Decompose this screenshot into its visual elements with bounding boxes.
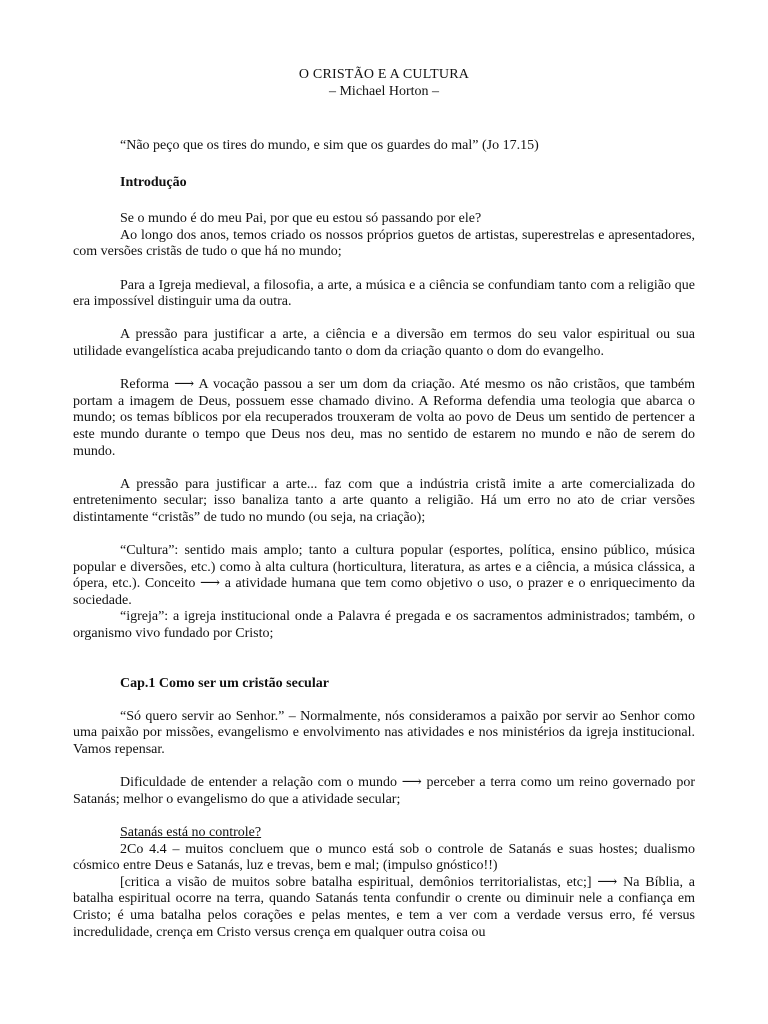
intro-paragraph-4: A pressão para justificar a arte, a ciência e a diversão em termos do seu valor espiritual ou sua utilidade evangelística acaba prejudicando tanto o dom da criação quanto o dom do evangelho. [73, 327, 695, 359]
intro-paragraph-2: Ao longo dos anos, temos criado os nossos próprios guetos de artistas, superestrelas e apresentadores, com versões cristãs de tudo o que há no mundo; [73, 227, 695, 260]
subheading-satan-control [73, 825, 695, 842]
chapter1-paragraph-1: “Só quero servir ao Senhor.” – Normalmente, nós consideramos a paixão por servir ao Senhor como uma paixão por missões, evangelismo e envolvimento nas atividades e nos ministérios da igreja institucional. Vamos repensar. [73, 708, 695, 757]
epigraph: “Não peço que os tires do mundo, e sim que os guardes do mal” (Jo 17.15) [120, 138, 539, 153]
chapter1-paragraph-4: [critica a visão de muitos sobre batalha espiritual, demônios territorialistas, etc;] ⟶ Na Bíblia, a batalha espiritual ocorre na terra, quando Satanás tenta confundir o crente ou diminuir nele a confiança em Cristo; é uma batalha pelos corações e pelas mentes, e tem a ver com a verdade versus erro, fé versus incredulidade, crença em Cristo versus crença em qualquer outra coisa ou [73, 874, 695, 940]
chapter1-paragraph-3: 2Co 4.4 – muitos concluem que o munco está sob o controle de Satanás e suas hostes; dualismo cósmico entre Deus e Satanás, luz e trevas, bem e mal; (impulso gnóstico!!) [73, 841, 695, 874]
document-title: O CRISTÃO E A CULTURA [298, 67, 470, 82]
intro-paragraph-5: Reforma ⟶ A vocação passou a ser um dom da criação. Até mesmo os não cristãos, que também portam a imagem de Deus, possuem esse chamado divino. A Reforma defendia uma teologia que abarca o mundo; os temas bíblicos por ela recuperados trouxeram de volta ao povo de Deus um sentido de pertencer a este mundo durante o tempo que Deus nos deu, mas no sentido de estarem no mundo e não de serem do mundo. [73, 377, 695, 459]
document-author: – Michael Horton – [328, 84, 440, 99]
intro-paragraph-6: A pressão para justificar a arte... faz com que a indústria cristã imite a arte comercializada do entretenimento secular; isso banaliza tanto a arte quanto a religião. Há um erro no ato de criar versões distintamente “cristãs” de tudo no mundo (ou seja, na criação); [73, 476, 695, 525]
intro-paragraph-8: “igreja”: a igreja institucional onde a Palavra é pregada e os sacramentos administrados; também, o organismo vivo fundado por Cristo; [73, 609, 695, 642]
subheading-text: Satanás está no controle? [120, 824, 262, 840]
chapter1-paragraph-2: Dificuldade de entender a relação com o mundo ⟶ perceber a terra como um reino governado por Satanás; melhor o evangelismo do que a atividade secular; [73, 775, 695, 807]
intro-paragraph-7: “Cultura”: sentido mais amplo; tanto a cultura popular (esportes, política, ensino público, música popular e diversões, etc.) como à alta cultura (horticultura, literatura, as artes e a ciência, a música clássica, a ópera, etc.). Conceito ⟶ a atividade humana que tem como objetivo o uso, o prazer e o enriquecimento da sociedade. [73, 543, 695, 608]
intro-paragraph-1: Se o mundo é do meu Pai, por que eu estou só passando por ele? [120, 211, 482, 227]
section-heading-introduction: Introdução [120, 174, 187, 190]
intro-paragraph-3: Para a Igreja medieval, a filosofia, a arte, a música e a ciência se confundiam tanto com a religião que era impossível distinguir uma da outra. [73, 277, 695, 310]
section-heading-chapter-1: Cap.1 Como ser um cristão secular [120, 675, 329, 691]
